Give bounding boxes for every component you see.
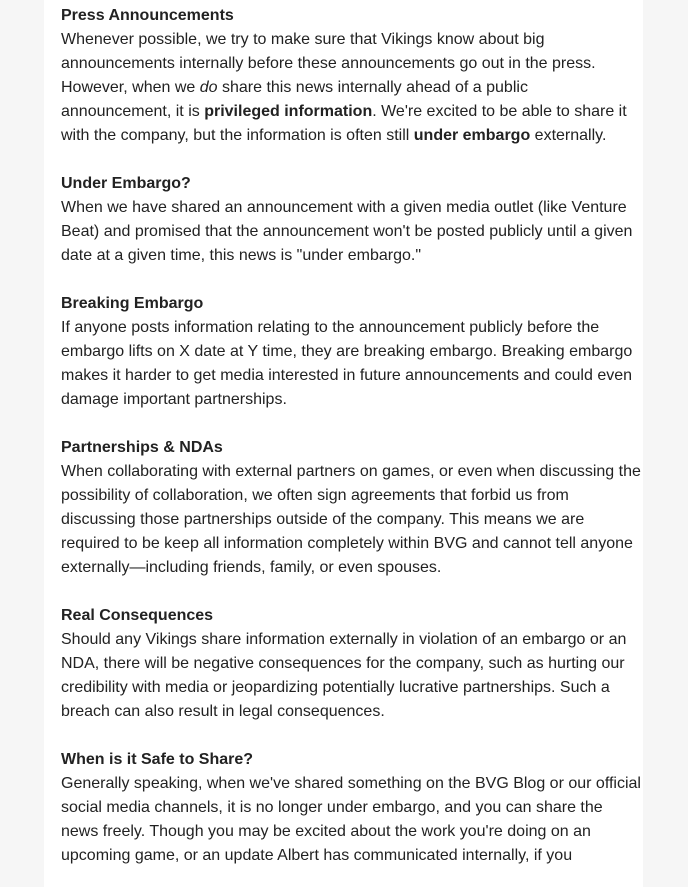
bold-text: under embargo [413,127,531,144]
text-segment: externally. [530,127,607,144]
section-heading: When is it Safe to Share? [61,751,254,768]
section-partnerships-ndas [61,436,641,580]
section-heading: Under Embargo? [61,175,191,192]
section-heading: Real Consequences [61,607,214,624]
section-press-announcements [61,4,641,148]
text-segment: Whenever possible, we try to make sure that Vikings know about big announcements internally before these announcements go out in the press. However, when we [61,31,596,96]
section-safe-to-share [61,748,641,868]
section-paragraph: Should any Vikings share information externally in violation of an embargo or an NDA, there will be negative consequences for the company, such as hurting our credibility with media or jeopardizing potentially lucrative partnerships. Such a breach can also result in legal consequences. [61,631,627,720]
section-heading: Breaking Embargo [61,295,204,312]
section-heading: Press Announcements [61,7,234,24]
section-paragraph: When collaborating with external partners on games, or even when discussing the possibility of collaboration, we often sign agreements that forbid us from discussing those partnerships outside of the company. This means we are required to be keep all information completely within BVG and cannot tell anyone externally—including friends, family, or even spouses. [61,463,641,576]
section-real-consequences [61,604,641,724]
article-content [61,4,641,887]
email-body-card [44,0,643,887]
section-under-embargo [61,172,641,268]
section-paragraph: If anyone posts information relating to the announcement publicly before the embargo lifts on X date at Y time, they are breaking embargo. Breaking embargo makes it harder to get media interested in future announcements and could even damage important partnerships. [61,319,633,408]
section-heading: Partnerships & NDAs [61,439,223,456]
section-paragraph [61,28,641,148]
emphasis-text: do [199,79,218,96]
section-paragraph: When we have shared an announcement with a given media outlet (like Venture Beat) and promised that the announcement won't be posted publicly until a given date at a given time, this news is "under embargo." [61,199,633,264]
text-segment: . We're excited to be able to share it with the company, but the information is often still [61,103,627,144]
section-breaking-embargo [61,292,641,412]
bold-text: privileged information [204,103,373,120]
text-segment: share this news internally ahead of a public announcement, it is [61,79,528,120]
section-paragraph: Generally speaking, when we've shared something on the BVG Blog or our official social media channels, it is no longer under embargo, and you can share the news freely. Though you may be excited about the work you're doing on an upcoming game, or an update Albert has communicated internally, if you [61,775,641,864]
